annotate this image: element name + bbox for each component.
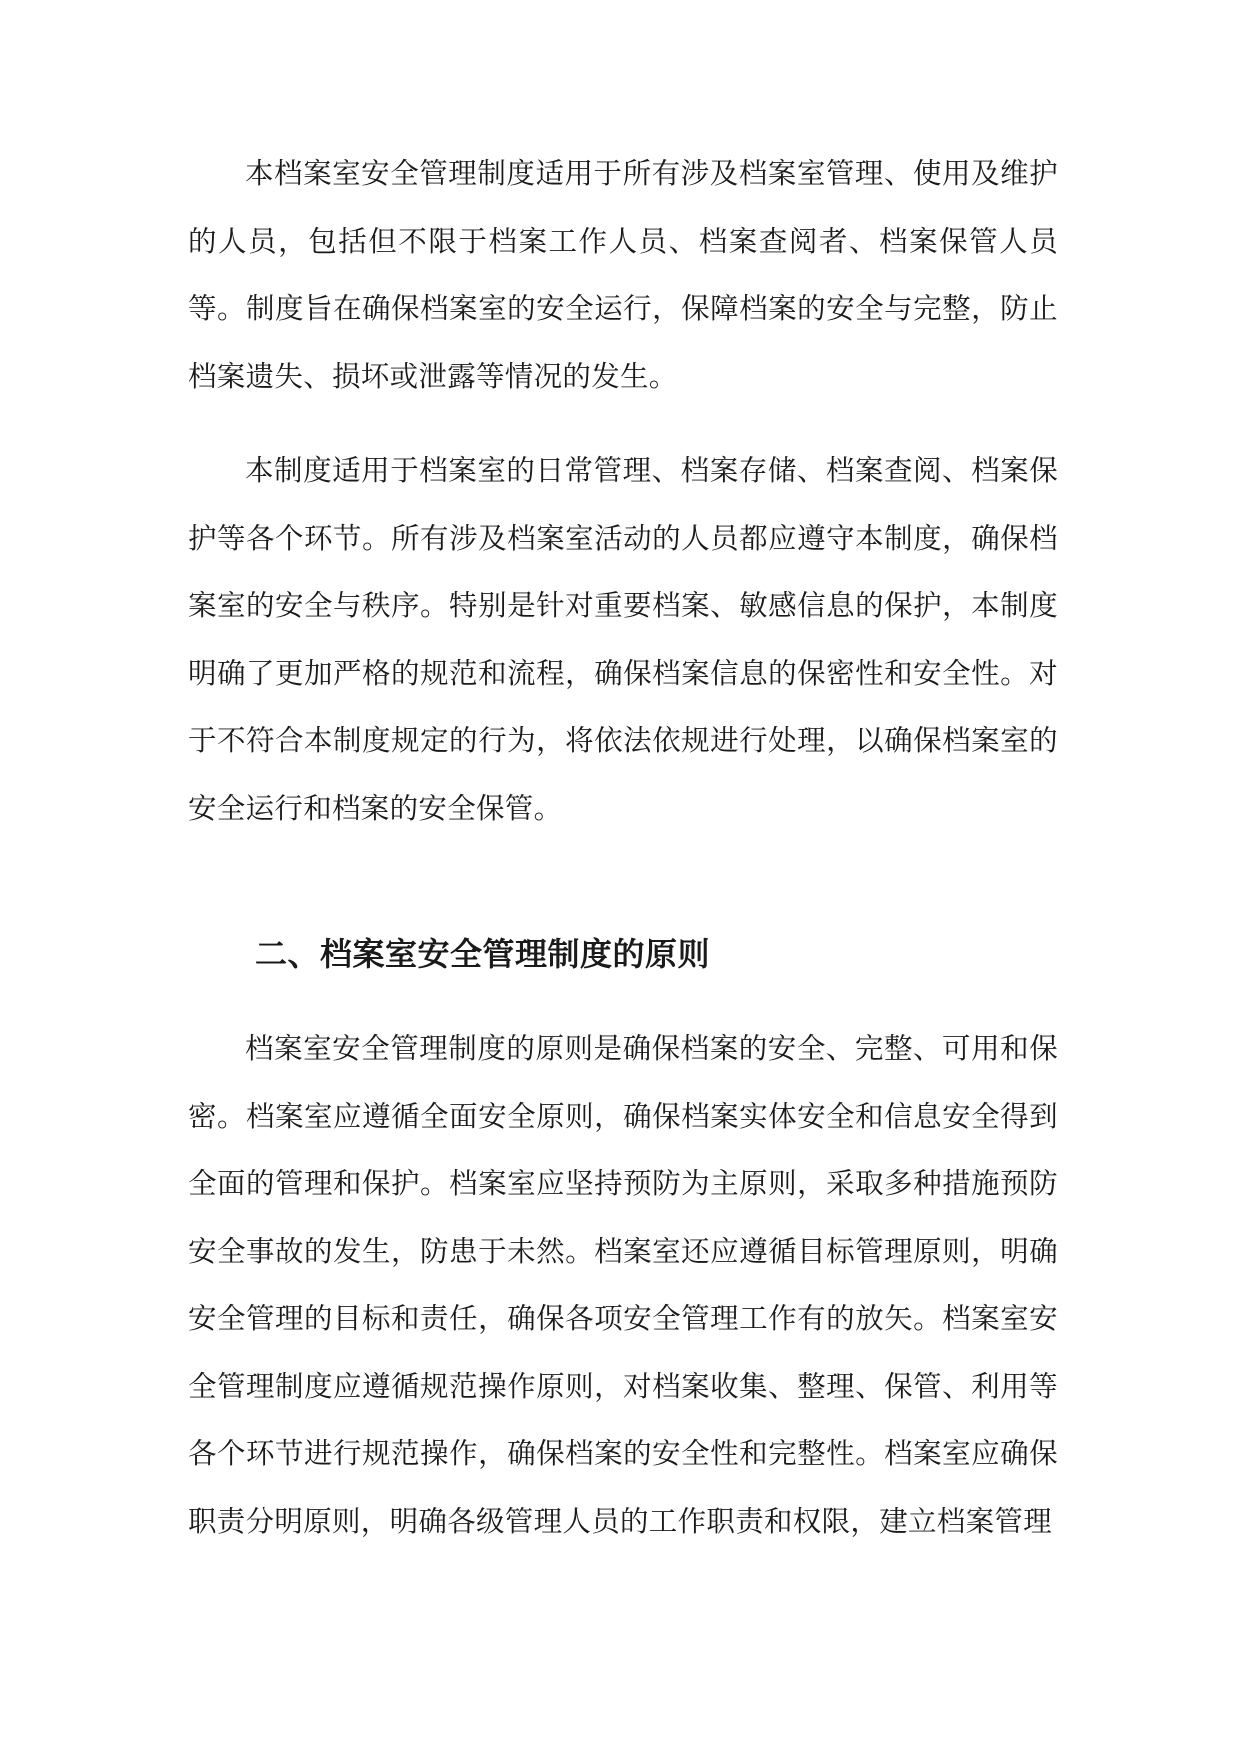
- section-heading: 二、档案室安全管理制度的原则: [255, 935, 711, 973]
- paragraph-scope-activities: 本制度适用于档案室的日常管理、档案存储、档案查阅、档案保护等各个环节。所有涉及档案室活动的人员都应遵守本制度，确保档案室的安全与秩序。特别是针对重要档案、敏感信息的保护，本制度明确了更加严格的规范和流程，确保档案信息的保密性和安全性。对于不符合本制度规定的行为，将依法依规进行处理，以确保档案室的安全运行和档案的安全保管。: [188, 454, 1058, 825]
- paragraph-scope-personnel: 本档案室安全管理制度适用于所有涉及档案室管理、使用及维护的人员，包括但不限于档案工作人员、档案查阅者、档案保管人员等。制度旨在确保档案室的安全运行，保障档案的安全与完整，防止档案遗失、损坏或泄露等情况的发生。: [188, 157, 1058, 393]
- paragraph-principles: 档案室安全管理制度的原则是确保档案的安全、完整、可用和保密。档案室应遵循全面安全原则，确保档案实体安全和信息安全得到全面的管理和保护。档案室应坚持预防为主原则，采取多种措施预防安全事故的发生，防患于未然。档案室还应遵循目标管理原则，明确安全管理的目标和责任，确保各项安全管理工作有的放矢。档案室安全管理制度应遵循规范操作原则，对档案收集、整理、保管、利用等各个环节进行规范操作，确保档案的安全性和完整性。档案室应确保职责分明原则，明确各级管理人员的工作职责和权限，建立档案管理: [188, 1032, 1058, 1538]
